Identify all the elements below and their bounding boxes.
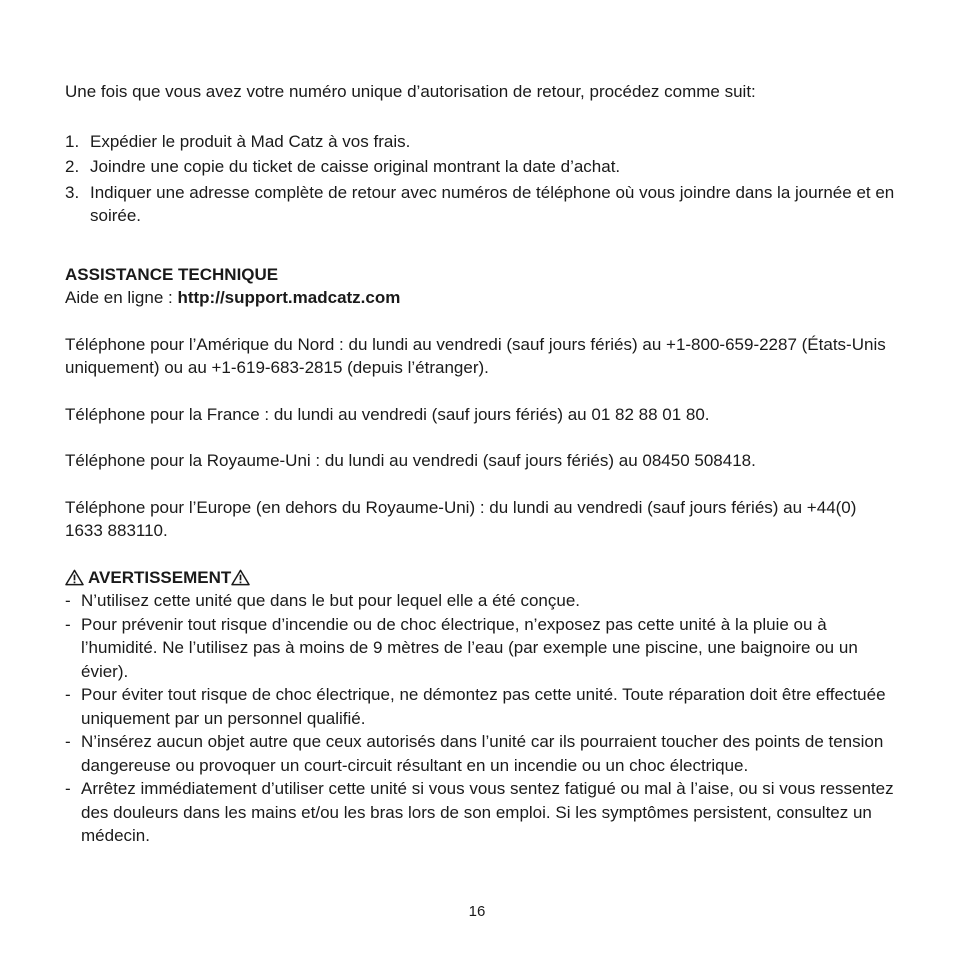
document-page [65,80,895,848]
step-text: Indiquer une adresse complète de retour avec numéros de téléphone où vous joindre dans la journée et en soirée. [90,182,895,225]
page-number: 16 [468,903,486,920]
phone-france: Téléphone pour la France : du lundi au vendredi (sauf jours fériés) au 01 82 88 01 80. [65,404,710,424]
phone-north-america: Téléphone pour l’Amérique du Nord : du lundi au vendredi (sauf jours fériés) au +1-800-659-2287 (États-Unis uniquement) ou au +1-619-683-2815 (depuis l’étranger). [65,334,886,377]
step-number: 1. [65,131,80,151]
list-item [65,130,895,154]
warning-list [65,589,895,848]
list-item [65,777,895,848]
warning-text: N’utilisez cette unité que dans le but pour lequel elle a été conçue. [81,591,580,610]
list-item [65,730,895,777]
step-number: 3. [65,182,80,202]
warning-heading [65,566,895,590]
warning-text: Pour prévenir tout risque d’incendie ou de choc électrique, n’exposez pas cette unité à la pluie ou à l’humidité. Ne l’utilisez pas à moins de 9 mètres de l’eau (par exemple une piscine, une baignoire ou un évier). [81,614,858,681]
warning-text: Pour éviter tout risque de choc électrique, ne démontez pas cette unité. Toute réparation doit être effectuée uniquement par un personnel qualifié. [81,685,886,728]
list-item [65,155,895,179]
step-text: Expédier le produit à Mad Catz à vos frais. [90,131,411,151]
warning-text: N’insérez aucun objet autre que ceux autorisés dans l’unité car ils pourraient toucher des points de tension dangereuse ou provoquer un court-circuit résultant en un incendie ou un choc électrique. [81,732,884,775]
dash-bullet: - [65,732,71,751]
step-text: Joindre une copie du ticket de caisse original montrant la date d’achat. [90,157,621,176]
list-item [65,683,895,730]
step-number: 2. [65,157,80,176]
dash-bullet: - [65,779,71,798]
intro-text: Une fois que vous avez votre numéro unique d’autorisation de retour, procédez comme suit: [65,82,756,101]
dash-bullet: - [65,685,71,704]
return-steps-list [65,130,895,228]
warning-text: Arrêtez immédiatement d’utiliser cette unité si vous vous sentez fatigué ou mal à l’aise, ou si vous ressentez des douleurs dans les mains et/ou les bras lors de son emploi. Si les symptômes persistent, consultez un médecin. [81,779,894,845]
warning-triangle-icon [231,569,250,586]
phone-europe: Téléphone pour l’Europe (en dehors du Royaume-Uni) : du lundi au vendredi (sauf jours fériés) au +44(0) 1633 883110. [65,497,857,540]
dash-bullet: - [65,614,71,634]
support-heading: ASSISTANCE TECHNIQUE [65,264,279,284]
phone-uk: Téléphone pour la Royaume-Uni : du lundi au vendredi (sauf jours fériés) au 08450 508418. [65,451,756,470]
list-item [65,613,895,684]
warning-heading-text: AVERTISSEMENT [88,567,232,587]
list-item [65,589,895,613]
warning-triangle-icon [65,569,84,586]
online-help-label: Aide en ligne : [65,288,178,307]
dash-bullet: - [65,591,71,610]
online-help-line [65,286,895,310]
list-item [65,181,895,228]
support-url-link[interactable]: http://support.madcatz.com [177,288,401,307]
